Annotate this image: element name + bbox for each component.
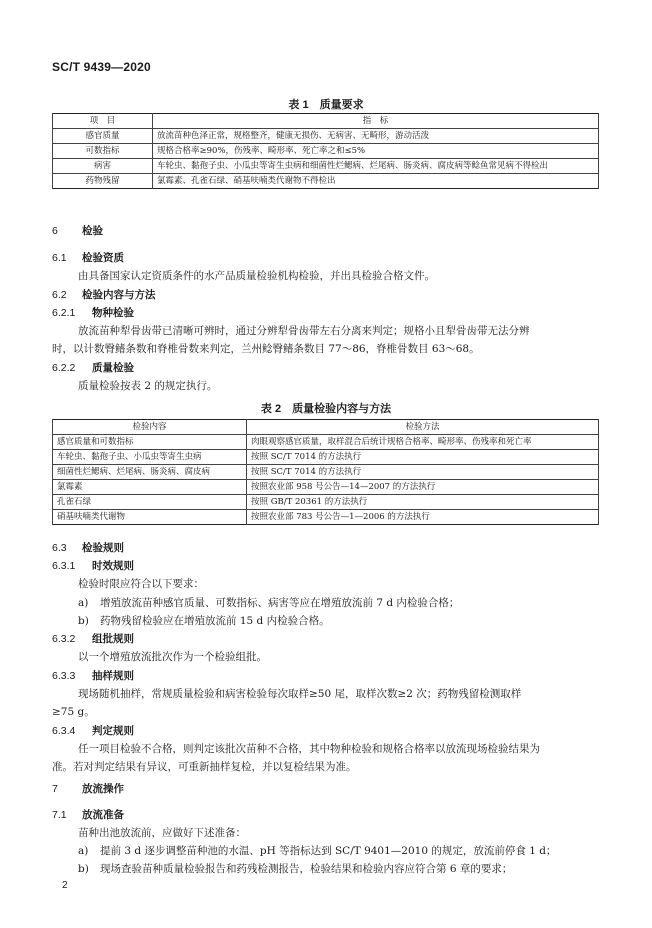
section-6-3-heading (52, 541, 124, 555)
section-6-3-2-heading (52, 632, 134, 646)
section-6-heading (52, 224, 103, 238)
table-row (53, 450, 599, 465)
table-cell: 按照农业部 783 号公告—1—2006 的方法执行 (247, 510, 599, 525)
table-row (53, 480, 599, 495)
section-title: 抽样规则 (92, 670, 134, 682)
table-row (53, 159, 599, 174)
table-cell: 氯霉素、孔雀石绿、硝基呋喃类代谢物不得检出 (153, 174, 599, 189)
table-cell: 按照农业部 958 号公告—14—2007 的方法执行 (247, 480, 599, 495)
paragraph: 时，以计数臀鳍条数和脊椎骨数来判定，兰州鲶臀鳍条数目 77～86，脊椎骨数目 63～68。 (52, 343, 480, 355)
table-cell: 细菌性烂鳃病、烂尾病、肠炎病、腐皮病 (53, 465, 247, 480)
table-row (53, 465, 599, 480)
table-row (53, 435, 599, 450)
section-title: 放流操作 (82, 783, 124, 795)
section-number: 7.1 (52, 809, 67, 821)
table-row (53, 144, 599, 159)
section-title: 检验资质 (82, 252, 124, 264)
table-cell: 硝基呋喃类代谢物 (53, 510, 247, 525)
table-cell: 车轮虫、黏孢子虫、小瓜虫等寄生虫病 (53, 450, 247, 465)
section-title: 物种检验 (92, 307, 134, 319)
section-title: 检验内容与方法 (82, 289, 156, 301)
table-cell: 感官质量和可数指标 (53, 435, 247, 450)
section-title: 检验规则 (82, 542, 124, 554)
table1-caption: 表 1 质量要求 (288, 99, 364, 111)
section-7-heading (52, 782, 124, 796)
table-cell: 放流苗种色泽正常，规格整齐，健康无损伤、无病害、无畸形，游动活泼 (153, 129, 599, 144)
standard-code: SC/T 9439—2020 (52, 60, 151, 74)
table-row (53, 510, 599, 525)
paragraph: 检验时限应符合以下要求： (78, 578, 204, 590)
list-marker: a) (78, 845, 89, 857)
table-header-row (53, 420, 599, 435)
section-6-3-1-heading (52, 559, 134, 573)
section-number: 6.2 (52, 289, 67, 301)
paragraph: 以一个增殖放流批次作为一个检验组批。 (78, 651, 267, 663)
list-item-text: 提前 3 d 逐步调整苗种池的水温、pH 等指标达到 SC/T 9401—2010 的规定，放流前停食 1 d； (100, 845, 557, 857)
list-item (78, 844, 556, 858)
list-item-text: 增殖放流苗种感官质量、可数指标、病害等应在增殖放流前 7 d 内检验合格； (100, 597, 460, 609)
paragraph: 任一项目检验不合格，则判定该批次苗种不合格，其中物种检验和规格合格率以放流现场检验结果为 (78, 743, 540, 755)
paragraph: 质量检验按表 2 的规定执行。 (78, 380, 218, 392)
section-number: 6.3.3 (52, 670, 76, 682)
section-6-1-heading (52, 251, 124, 265)
list-item (78, 596, 459, 610)
table1-quality-requirements (52, 113, 599, 189)
section-7-1-heading (52, 808, 124, 822)
list-item (78, 862, 512, 876)
section-title: 时效规则 (92, 560, 134, 572)
section-number: 6.3.4 (52, 725, 76, 737)
table-cell: 按照 SC/T 7014 的方法执行 (247, 465, 599, 480)
paragraph: 放流苗种犁骨齿带已清晰可辨时，通过分辨犁骨齿带左右分离来判定；规格小且犁骨齿带无法分辨 (78, 325, 530, 337)
section-number: 7 (52, 783, 58, 795)
section-number: 6.3 (52, 542, 67, 554)
table-cell: 病害 (53, 159, 153, 174)
table-row (53, 129, 599, 144)
table-cell: 按照 SC/T 7014 的方法执行 (247, 450, 599, 465)
table-cell: 车轮虫、黏孢子虫、小瓜虫等寄生虫病和细菌性烂鳃病、烂尾病、肠炎病、腐皮病等鲶鱼常见病不得检出 (153, 159, 599, 174)
paragraph: ≥75 g。 (52, 706, 95, 718)
table-cell: 孔雀石绿 (53, 495, 247, 510)
table-cell: 药物残留 (53, 174, 153, 189)
section-number: 6.1 (52, 252, 67, 264)
list-marker: a) (78, 597, 89, 609)
table-cell: 肉眼观察感官质量，取样混合后统计规格合格率、畸形率、伤残率和死亡率 (247, 435, 599, 450)
list-item-text: 药物残留检验应在增殖放流前 15 d 内检验合格。 (100, 615, 330, 627)
column-header: 检验方法 (247, 420, 599, 435)
section-title: 检验 (82, 225, 103, 237)
table-cell: 可数指标 (53, 144, 153, 159)
table-cell: 规格合格率≥90%，伤残率、畸形率、死亡率之和≤5% (153, 144, 599, 159)
paragraph: 由具备国家认定资质条件的水产品质量检验机构检验，并出具检验合格文件。 (78, 270, 435, 282)
paragraph: 现场随机抽样，常规质量检验和病害检验每次取样≥50 尾，取样次数≥2 次；药物残留检测取样 (78, 688, 522, 700)
section-number: 6.2.2 (52, 362, 76, 374)
paragraph: 准。若对判定结果有异议，可重新抽样复检，并以复检结果为准。 (52, 761, 357, 773)
table-row (53, 174, 599, 189)
section-6-3-4-heading (52, 724, 134, 738)
table-cell: 按照 GB/T 20361 的方法执行 (247, 495, 599, 510)
table-cell: 感官质量 (53, 129, 153, 144)
section-number: 6 (52, 225, 58, 237)
table-row (53, 495, 599, 510)
column-header: 指 标 (153, 114, 599, 129)
section-title: 判定规则 (92, 725, 134, 737)
section-6-2-2-heading (52, 361, 134, 375)
section-6-2-heading (52, 288, 156, 302)
paragraph: 苗种出池放流前，应做好下述准备： (78, 827, 246, 839)
table2-caption: 表 2 质量检验内容与方法 (260, 403, 392, 415)
section-6-3-3-heading (52, 669, 134, 683)
list-marker: b) (78, 863, 89, 875)
table2-inspection-methods (52, 419, 599, 525)
table-cell: 氯霉素 (53, 480, 247, 495)
list-item (78, 614, 330, 628)
list-item-text: 现场查验苗种质量检验报告和药残检测报告，检验结果和检验内容应符合第 6 章的要求； (100, 863, 513, 875)
column-header: 检验内容 (53, 420, 247, 435)
list-marker: b) (78, 615, 89, 627)
section-6-2-1-heading (52, 306, 134, 320)
section-number: 6.2.1 (52, 307, 76, 319)
section-title: 组批规则 (92, 633, 134, 645)
section-title: 放流准备 (82, 809, 124, 821)
section-number: 6.3.2 (52, 633, 76, 645)
page-number: 2 (62, 880, 68, 891)
column-header: 项 目 (53, 114, 153, 129)
table-header-row (53, 114, 599, 129)
section-number: 6.3.1 (52, 560, 76, 572)
section-title: 质量检验 (92, 362, 134, 374)
